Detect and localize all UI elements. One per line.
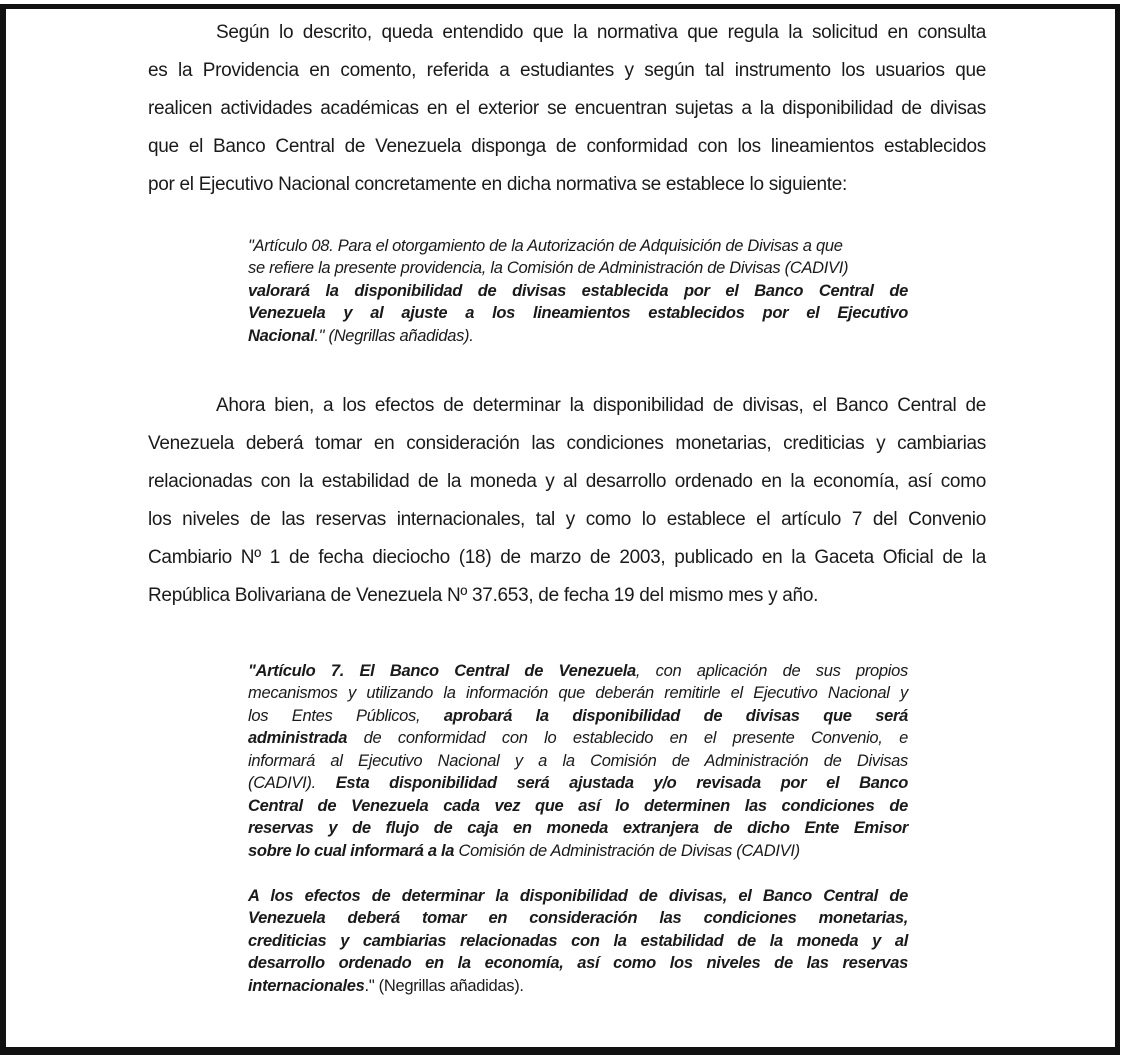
paragraph-line: los niveles de las reservas internacionales, tal y como lo establece el artículo 7 del Convenio [148, 509, 986, 530]
quote-line [248, 772, 908, 795]
bold-text: reservas y de flujo de caja en moneda extranjera de dicho Ente Emisor [248, 819, 908, 837]
bold-text: Venezuela deberá tomar en consideración las condiciones monetarias, [248, 909, 908, 927]
quote-text: (CADIVI). [248, 774, 336, 792]
paragraph-line: por el Ejecutivo Nacional concretamente en dicha normativa se establece lo siguiente: [148, 174, 848, 195]
quote-text: ." (Negrillas añadidas). [364, 977, 524, 995]
quote-line: "Artículo 08. Para el otorgamiento de la Autorización de Adquisición de Divisas a que [248, 237, 843, 255]
paragraph-line: Venezuela deberá tomar en consideración las condiciones monetarias, crediticias y cambiarias [148, 433, 986, 454]
bold-text: internacionales [248, 977, 365, 995]
bold-text: valorará la disponibilidad de divisas establecida por el Banco Central de [248, 282, 908, 300]
quote-line [248, 885, 908, 908]
paragraph-line: Según lo descrito, queda entendido que la normativa que regula la solicitud en consulta [216, 22, 986, 43]
quote-line [248, 705, 908, 728]
bold-text: desarrollo ordenado en la economía, así como los niveles de las reservas [248, 954, 908, 972]
quote-line [248, 727, 908, 750]
quote-line [248, 930, 908, 953]
bold-text: Nacional [248, 327, 315, 345]
paragraph-line: realicen actividades académicas en el exterior se encuentran sujetas a la disponibilidad de divisas [148, 98, 986, 119]
quote-line [248, 660, 908, 683]
quote-line [248, 840, 908, 863]
quote-line [248, 817, 908, 840]
bold-text: Esta disponibilidad será ajustada y/o revisada por el Banco [335, 774, 909, 792]
quote-line [248, 952, 908, 975]
quote-text: ." (Negrillas añadidas). [314, 327, 474, 345]
paragraph-line: República Bolivariana de Venezuela Nº 37.653, de fecha 19 del mismo mes y año. [148, 585, 819, 606]
quote-text: de conformidad con lo establecido en el presente Convenio, e [347, 729, 908, 747]
document-frame [0, 4, 1120, 1055]
quote-text: Comisión de Administración de Divisas (CADIVI) [454, 842, 800, 860]
paragraph-line: Cambiario Nº 1 de fecha dieciocho (18) de marzo de 2003, publicado en la Gaceta Oficial de la [148, 547, 986, 568]
quote-line [248, 795, 908, 818]
quote-text: , con aplicación de sus propios [635, 662, 908, 680]
quote-line [248, 280, 908, 303]
paragraph-line: Ahora bien, a los efectos de determinar la disponibilidad de divisas, el Banco Central de [216, 395, 986, 416]
bold-text: crediticias y cambiarias relacionadas con la estabilidad de la moneda y al [248, 932, 908, 950]
quote-line: se refiere la presente providencia, la Comisión de Administración de Divisas (CADIVI) [248, 259, 849, 277]
bold-text: administrada [248, 729, 348, 747]
quote-line [248, 975, 908, 998]
bold-text: sobre lo cual informará a la [248, 842, 455, 860]
paragraph-line: es la Providencia en comento, referida a estudiantes y según tal instrumento los usuarios que [148, 60, 986, 81]
quote-line [248, 302, 908, 325]
quote-text: los Entes Públicos, [248, 707, 444, 725]
bold-text: Central de Venezuela cada vez que así lo determinen las condiciones de [248, 797, 908, 815]
quote-line: mecanismos y utilizando la información que deberán remitirle el Ejecutivo Nacional y [248, 684, 908, 702]
quote-line: informará al Ejecutivo Nacional y a la Comisión de Administración de Divisas [248, 752, 908, 770]
quote-line [248, 907, 908, 930]
bold-text: Venezuela y al ajuste a los lineamientos establecidos por el Ejecutivo [248, 304, 908, 322]
bold-text: A los efectos de determinar la disponibilidad de divisas, el Banco Central de [248, 887, 908, 905]
document-page [6, 9, 1115, 1047]
paragraph-line: que el Banco Central de Venezuela disponga de conformidad con los lineamientos establecidos [148, 136, 986, 157]
paragraph-line: relacionadas con la estabilidad de la moneda y al desarrollo ordenado en la economía, así como [148, 471, 986, 492]
bold-text: "Artículo 7. El Banco Central de Venezuela [248, 662, 636, 680]
quote-line [248, 325, 908, 348]
bold-text: aprobará la disponibilidad de divisas que será [443, 707, 908, 725]
